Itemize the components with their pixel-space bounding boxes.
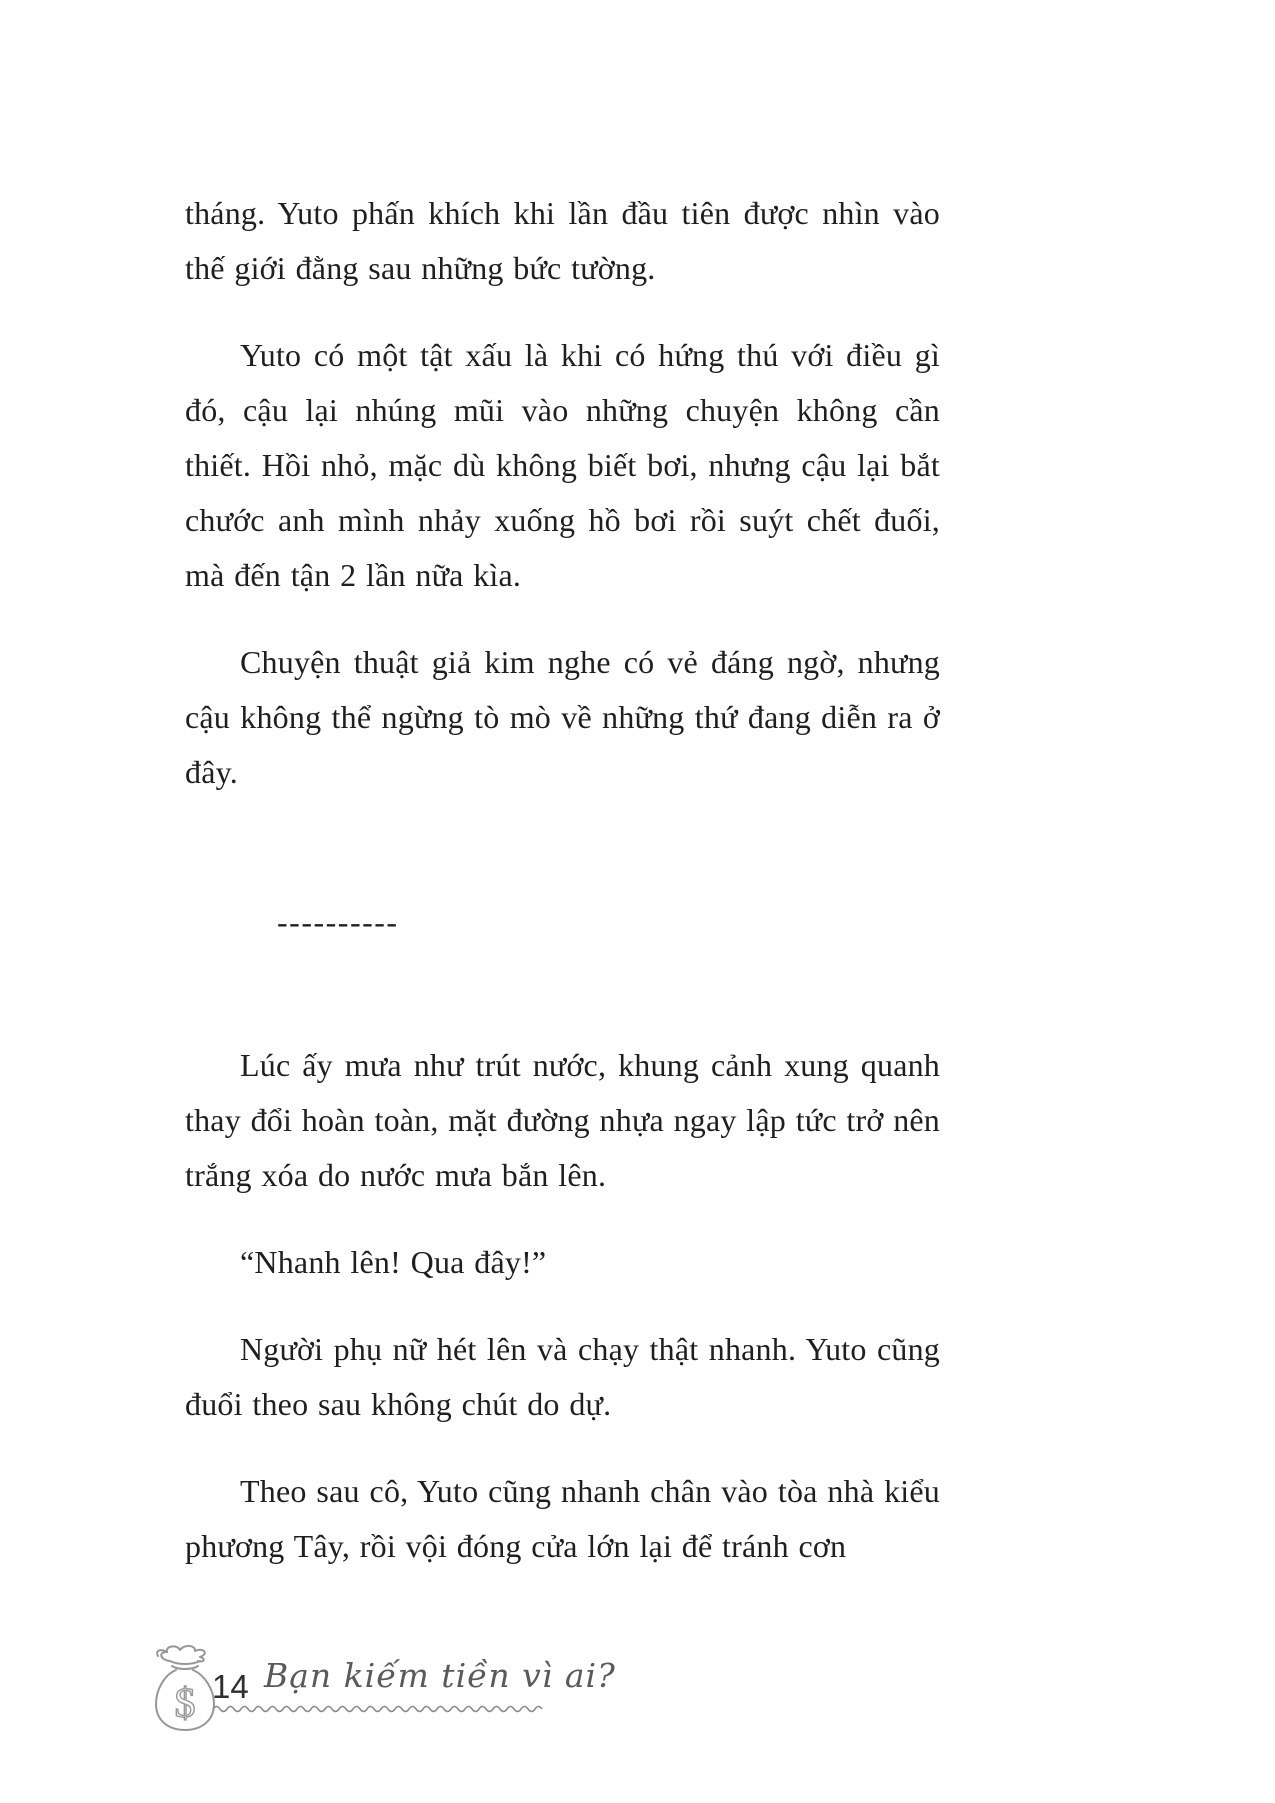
section-separator: ---------- [277,904,399,940]
svg-text:$: $ [174,1681,196,1727]
paragraph-3: Chuyện thuật giả kim nghe có vẻ đáng ngờ, nhưng cậu không thể ngừng tò mò về những thứ đang diễn ra ở đây. [185,644,940,790]
paragraph-7: Theo sau cô, Yuto cũng nhanh chân vào tòa nhà kiểu phương Tây, rồi vội đóng cửa lớn lại để tránh cơn [185,1473,940,1564]
paragraph-5-quote: “Nhanh lên! Qua đây!” [240,1244,547,1280]
paragraph-1: tháng. Yuto phấn khích khi lần đầu tiên được nhìn vào thế giới đằng sau những bức tường. [185,195,940,286]
body-text [185,186,940,1574]
paragraph-2: Yuto có một tật xấu là khi có hứng thú với điều gì đó, cậu lại nhúng mũi vào những chuyện không cần thiết. Hồi nhỏ, mặc dù không biết bơi, nhưng cậu lại bắt chước anh mình nhảy xuống hồ bơi rồi suýt chết đuối, mà đến tận 2 lần nữa kìa. [185,337,940,593]
paragraph-4: Lúc ấy mưa như trút nước, khung cảnh xung quanh thay đổi hoàn toàn, mặt đường nhựa ngay lập tức trở nên trắng xóa do nước mưa bắn lên. [185,1047,940,1193]
paragraph-6: Người phụ nữ hét lên và chạy thật nhanh. Yuto cũng đuổi theo sau không chút do dự. [185,1331,940,1422]
page-footer [0,1642,1275,1772]
book-title: Bạn kiếm tiền vì ai? [264,1656,616,1695]
page-number: 14 [212,1668,249,1705]
wavy-underline [212,1702,546,1716]
